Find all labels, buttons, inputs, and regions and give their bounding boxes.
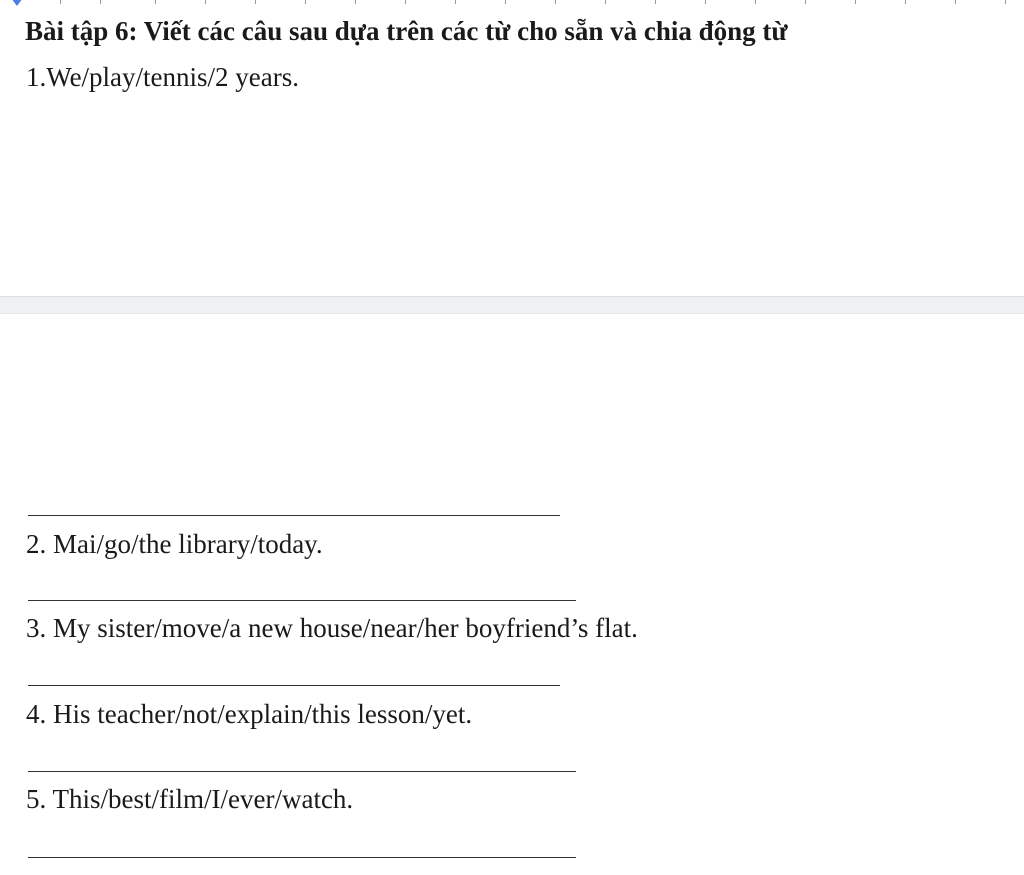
ruler-tick — [155, 0, 156, 4]
exercise-item-3: 3. My sister/move/a new house/near/her boyfriend’s flat. — [26, 613, 638, 643]
answer-line-4[interactable] — [28, 771, 576, 772]
ruler-tick — [555, 0, 556, 4]
ruler-tick — [655, 0, 656, 4]
ruler-tick — [705, 0, 706, 4]
ruler-tick — [955, 0, 956, 4]
ruler-tick — [855, 0, 856, 4]
page-break — [0, 296, 1024, 314]
ruler-tick — [205, 0, 206, 4]
ruler-tick — [255, 0, 256, 4]
ruler-tick — [60, 0, 61, 4]
ruler-tick — [505, 0, 506, 4]
answer-line-2[interactable] — [28, 600, 576, 601]
indent-marker-icon[interactable] — [8, 0, 26, 6]
ruler-tick — [605, 0, 606, 4]
ruler-tick — [1005, 0, 1006, 4]
ruler-tick — [100, 0, 101, 4]
ruler — [0, 0, 1024, 10]
answer-line-1[interactable] — [28, 515, 560, 516]
exercise-item-5: 5. This/best/film/I/ever/watch. — [26, 784, 354, 814]
answer-line-5[interactable] — [28, 857, 576, 858]
ruler-tick — [755, 0, 756, 4]
ruler-tick — [455, 0, 456, 4]
ruler-tick — [905, 0, 906, 4]
answer-line-3[interactable] — [28, 685, 560, 686]
ruler-tick — [355, 0, 356, 4]
ruler-tick — [805, 0, 806, 4]
exercise-title: Bài tập 6: Viết các câu sau dựa trên các từ cho sẵn và chia động từ — [25, 16, 788, 46]
ruler-tick — [305, 0, 306, 4]
ruler-tick — [405, 0, 406, 4]
exercise-item-4: 4. His teacher/not/explain/this lesson/yet. — [26, 699, 473, 729]
exercise-item-1: 1.We/play/tennis/2 years. — [26, 62, 300, 92]
exercise-item-2: 2. Mai/go/the library/today. — [26, 529, 323, 559]
